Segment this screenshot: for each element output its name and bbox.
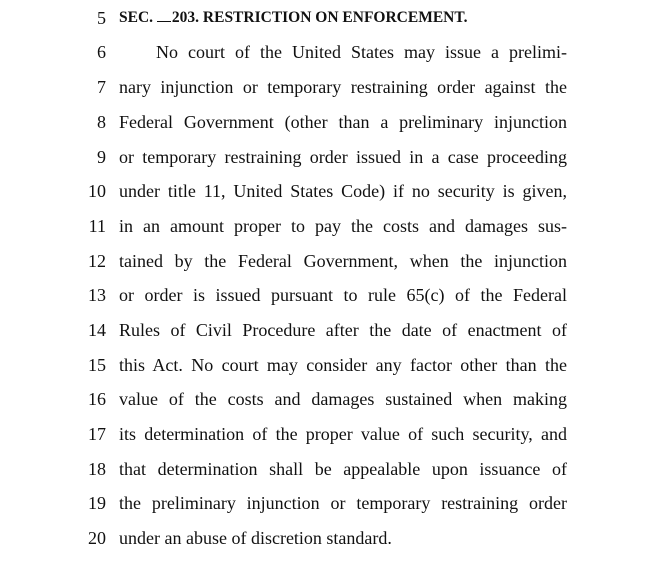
section-heading — [119, 3, 467, 33]
line-text: nary injunction or temporary restraining order against the — [119, 77, 567, 97]
line-text: or order is issued pursuant to rule 65(c) of the Federal — [119, 285, 567, 305]
text-line — [0, 384, 648, 414]
line-number: 17 — [88, 424, 106, 444]
line-text: in an amount proper to pay the costs and damages sus- — [119, 216, 567, 236]
line-number: 6 — [97, 42, 106, 62]
line-number: 8 — [97, 112, 106, 132]
line-text: Federal Government (other than a preliminary injunction — [119, 112, 567, 132]
text-line — [0, 280, 648, 310]
line-number: 11 — [88, 216, 106, 236]
text-line — [0, 454, 648, 484]
line-text: this Act. No court may consider any factor other than the — [119, 355, 567, 375]
section-prefix: SEC. — [119, 9, 154, 26]
text-line — [0, 350, 648, 380]
text-line — [0, 488, 648, 518]
text-line — [0, 315, 648, 345]
line-number: 19 — [88, 493, 106, 513]
line-number: 9 — [97, 147, 106, 167]
line-number: 18 — [88, 459, 106, 479]
section-number-blank — [157, 7, 171, 22]
line-number: 7 — [97, 77, 106, 97]
line-text: tained by the Federal Government, when the injunction — [119, 251, 567, 271]
text-line — [0, 523, 648, 553]
text-line — [0, 107, 648, 137]
line-text: value of the costs and damages sustained when making — [119, 389, 567, 409]
text-line — [0, 37, 648, 67]
line-text: the preliminary injunction or temporary restraining order — [119, 493, 567, 513]
line-text: No court of the United States may issue a prelimi- — [156, 42, 567, 62]
line-text: Rules of Civil Procedure after the date of enactment of — [119, 320, 567, 340]
text-line — [0, 176, 648, 206]
line-text: or temporary restraining order issued in a case proceeding — [119, 147, 567, 167]
line-text: its determination of the proper value of such security, and — [119, 424, 567, 444]
line-text: under title 11, United States Code) if no security is given, — [119, 181, 567, 201]
line-number: 15 — [88, 355, 106, 375]
section-heading-line — [0, 3, 648, 33]
line-number: 20 — [88, 528, 106, 548]
line-number: 5 — [97, 8, 106, 28]
text-line — [0, 246, 648, 276]
line-number: 14 — [88, 320, 106, 340]
text-line — [0, 142, 648, 172]
line-number: 16 — [88, 389, 106, 409]
line-number: 13 — [88, 285, 106, 305]
line-text: that determination shall be appealable upon issuance of — [119, 459, 567, 479]
text-line — [0, 419, 648, 449]
text-line — [0, 211, 648, 241]
line-number: 10 — [88, 181, 106, 201]
line-number: 12 — [88, 251, 106, 271]
text-line — [0, 72, 648, 102]
section-title: 203. RESTRICTION ON ENFORCEMENT. — [171, 9, 468, 26]
line-text: under an abuse of discretion standard. — [119, 528, 392, 548]
